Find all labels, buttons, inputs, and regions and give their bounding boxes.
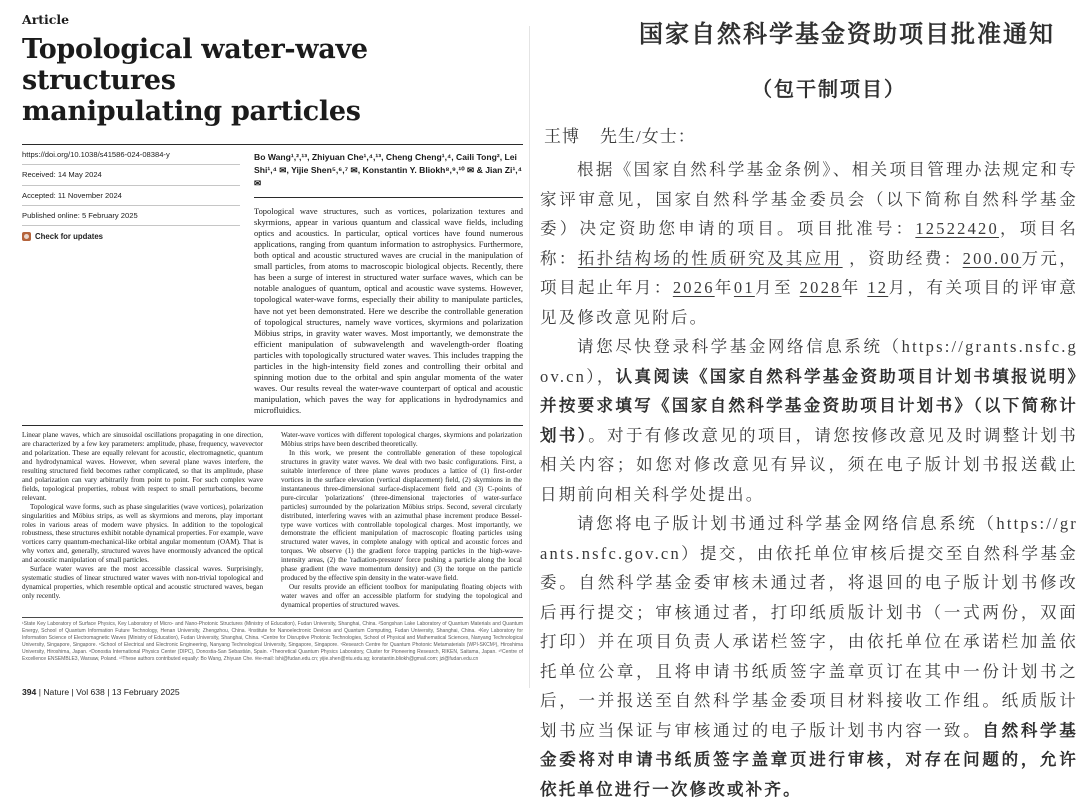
notice-paragraph-2 xyxy=(540,332,1078,509)
recipient-name: 王博 xyxy=(544,127,580,146)
article-abstract-column xyxy=(254,145,523,416)
end-year: 2028 xyxy=(799,278,842,297)
page-number: 394 xyxy=(22,686,37,697)
article-header-columns xyxy=(22,145,523,416)
body-paragraph: Our results provide an efficient toolbox for manipulating floating objects with water waves and offer an accessible platform for studying the topological and dynamical properties of structured waves. xyxy=(281,582,522,609)
body-column-2 xyxy=(281,431,522,609)
article-body xyxy=(22,426,523,609)
article-title-line1: Topological water-wave structures xyxy=(22,34,368,96)
funding-amount: 200.00 xyxy=(962,248,1022,268)
nature-article-page xyxy=(22,6,523,697)
grant-number: 12522420 xyxy=(915,219,999,238)
start-year: 2026 xyxy=(672,278,715,297)
text-run: 年 xyxy=(714,278,734,297)
affiliations-rule xyxy=(22,617,523,618)
text-run: 请您尽快登录科学基金网络信息系统（https://grants.nsfc.gov.cn）， xyxy=(540,337,1078,386)
start-month: 01 xyxy=(733,278,755,297)
article-kicker: Article xyxy=(22,12,70,27)
doi-link[interactable]: https://doi.org/10.1038/s41586-024-08384-y xyxy=(22,145,240,165)
body-paragraph: Linear plane waves, which are sinusoidal oscillations propagating in one direction, are characterized by a few key parameters: amplitude, phase, frequency, wavevector and polarization. These are equally relevant for acoustic, electromagnetic, quantum and hydrodynamical waves. However, when several plane waves interfere, the resulting structured field becomes rather complicated, so that its amplitude, phase and polarization can vary arbitrarily from point to point. For such complex wave fields, topological properties, robust with respect to small perturbations, become relevant. xyxy=(22,431,263,502)
notice-subtitle: （包干制项目） xyxy=(752,79,906,101)
accepted-date: Accepted: 11 November 2024 xyxy=(22,186,240,206)
nsfc-approval-notice-page xyxy=(535,0,1080,804)
page-divider xyxy=(529,26,530,688)
end-month: 12 xyxy=(867,278,889,297)
text-run: 年 xyxy=(841,278,868,297)
salutation-suffix: 先生/女士： xyxy=(600,127,696,146)
notice-paragraph-3 xyxy=(540,509,1078,804)
bold-review-note: 自然科学基金委将对申请书纸质签字盖章页进行审核，对存在问题的，允许依托单位进行一次修改或补齐。 xyxy=(540,720,1078,799)
article-info-column xyxy=(22,145,254,416)
journal-footer xyxy=(22,687,523,697)
text-run: ，项目名称： xyxy=(540,219,1078,268)
text-run: 请您将电子版计划书通过科学基金网络信息系统（https://grants.nsfc.gov.cn）提交，由依托单位审核后提交至自然科学基金委。自然科学基金委审核未通过者，将退回的电子版计划书修改后再行提交；审核通过者，打印纸质版计划书（一式两份，双面打印）并在项目负责人承诺栏签字，由依托单位在承诺栏加盖依托单位公章，且将申请书纸质签字盖章页订在其中一份计划书之后，一并报送至自然科学基金委项目材料接收工作组。纸质版计划书应当保证与审核通过的电子版计划书内容一致。 xyxy=(540,514,1078,740)
authors-line: Bo Wang¹,²,¹³, Zhiyuan Che¹,⁴,¹³, Cheng Cheng¹,⁴, Caili Tong², Lei Shi¹,⁴ ✉, Yijie Shen⁵,⁶,⁷ ✉, Konstantin Y. Bliokh⁸,⁹,¹⁰ ✉ & Jian Zi¹,⁴ ✉ xyxy=(254,152,522,188)
text-run: 月至 xyxy=(754,278,800,297)
body-column-1 xyxy=(22,431,263,609)
published-date: Published online: 5 February 2025 xyxy=(22,206,240,226)
text-run: 万元，项目起止年月： xyxy=(540,248,1078,297)
text-run: 根据《国家自然科学基金条例》、相关项目管理办法规定和专家评审意见，国家自然科学基金委员会（以下简称自然科学基金委）决定资助您申请的项目。项目批准号： xyxy=(540,160,1078,238)
affiliations-text: ¹State Key Laboratory of Surface Physics, Key Laboratory of Micro- and Nano-Photonic Structures (Ministry of Education), Fudan University, Shanghai, China. ²Songshan Lake Laboratory of Quantum Materials and Quantum Energy, School of Quantum Information Future Technology, Henan University, Zhengzhou, China. ³Institute for Nanoelectronic Devices and Quantum Computing, Fudan University, Shanghai, China. ⁴Key Laboratory for Information Science of Electromagnetic Waves (Ministry of Education), Fudan University, Shanghai, China. ⁵Centre for Disruptive Photonic Technologies, School of Physical and Mathematical Sciences, Nanyang Technological University, Singapore, Singapore. ⁶School of Electrical and Electronic Engineering, Nanyang Technological University, Singapore, Singapore. ⁷Research Centre for Quantum Photonic Metamaterials (WPI-SKCM²), Hiroshima University, Hiroshima, Japan. ⁸Donostia International Physics Center (DIPC), Donostia-San Sebastián, Spain. ⁹Theoretical Quantum Physics Laboratory, Cluster for Pioneering Research, RIKEN, Saitama, Japan. ¹⁰Centre of Excellence ENSEMBLE3, Warsaw, Poland. ¹³These authors contributed equally: Bo Wang, Zhiyuan Che. ✉e-mail: lshi@fudan.edu.cn; yijie.shen@ntu.edu.sg; konstantin.bliokh@gmail.com; jzi@fudan.edu.cn xyxy=(22,620,523,662)
authors-rule xyxy=(254,197,523,198)
abstract-text: Topological wave structures, such as vortices, polarization textures and skyrmions, appear in various quantum and classical wave fields, including optics and acoustics. In particular, optical vortices have found numerous applications, ranging from quantum information to astrophysics. Furthermore, both optical and acoustic structured waves are crucial in the manipulation of small particles, from atoms to macroscopic biological objects. Recently, there has been a surge of interest in structured water surface waves, which can be notable analogues of quantum, optical and acoustic wave systems. However, topological water-wave forms, especially their ability to manipulate particles, have not yet been demonstrated. Here we describe the controllable generation of topological structures, namely wave vortices, skyrmions and polarization Möbius strips, in gravity water waves. Most importantly, we demonstrate the efficient manipulation of subwavelength and wavelength-order floating particles with topologically structured water waves. This includes trapping the particles in the high-intensity field zones and controlling their orbital and spinning motion due to the orbital and spin angular momenta of the water waves. Our results reveal the water-wave counterpart of optical and acoustic manipulation, which paves the way for applications in hydrodynamics and microfluidics. xyxy=(254,205,523,416)
received-date: Received: 14 May 2024 xyxy=(22,165,240,185)
body-paragraph: Surface water waves are the most accessible classical waves. Surprisingly, systematic studies of linear structured water waves with non-trivial topological and dynamical properties, which resemble optical and acoustic structured waves, began only recently. xyxy=(22,565,263,600)
text-run: ，资助经费： xyxy=(842,248,963,268)
article-title-line2: manipulating particles xyxy=(22,96,361,127)
body-paragraph: In this work, we present the controllable generation of these topological structures in gravity water waves. We deal with two basic configurations. First, a suitable interference of three plane waves produces a lattice of (1) first-order vortices in the surface elevation (vertical displacement) field, (2) skyrmions in the instantaneous three-dimensional surface-displacement field and (3) C-points of pure-circular 'polarizations' (three-dimensional trajectories of water-surface particles) surrounded by the polarization Möbius strips. Second, several circularly distributed, interfering waves with an azimuthal phase increment produce Bessel-type wave vortices with controllable topological charges. Most importantly, we demonstrate the efficient manipulation of macroscopic floating particles using structured water waves, in complete analogy with optical and acoustic forces and torques. We observe (1) the gradient force trapping particles in the high-wave-intensity areas, (2) the 'radiation-pressure' force pushing a particle along the local phase gradient (the wave momentum density) and (3) the torque on the particle produced by the effective spin density in the water-wave field. xyxy=(281,449,522,582)
text-run: 。对于有修改意见的项目，请您按修改意见及时调整计划书相关内容；如您对修改意见有异议，须在电子版计划书报送截止日期前向相关科学处提出。 xyxy=(540,425,1078,504)
crossmark-icon xyxy=(22,232,31,241)
bold-instruction: 认真阅读《国家自然科学基金资助项目计划书填报说明》并按要求填写《国家自然科学基金资助项目计划书》（以下简称计划书） xyxy=(540,366,1079,445)
text-run: 月，有关项目的评审意见及修改意见附后。 xyxy=(540,278,1079,327)
article-title xyxy=(22,34,523,127)
notice-body xyxy=(540,155,1078,804)
journal-volume-date: | Nature | Vol 638 | 13 February 2025 xyxy=(36,686,180,697)
check-for-updates-label: Check for updates xyxy=(35,232,104,241)
project-title: 拓扑结构场的性质研究及其应用 xyxy=(577,248,843,268)
body-paragraph: Water-wave vortices with different topological charges, skyrmions and polarization Möbius strips have been described theoretically. xyxy=(281,431,522,449)
notice-title: 国家自然科学基金资助项目批准通知 xyxy=(639,22,1055,48)
body-paragraph: Topological wave forms, such as phase singularities (wave vortices), polarization singularities and Möbius strips, as well as skyrmions and merons, play important roles in various areas of modern wave physics. In addition to the topological robustness, these structures exhibit notable dynamical properties. For example, wave vortices carry quantum-mechanical-like orbital angular momentum (OAM). That is why vortex and, generally, structured waves have enormously advanced the optical and acoustic manipulation of small particles. xyxy=(22,502,263,565)
check-for-updates-badge[interactable] xyxy=(22,226,240,247)
notice-paragraph-1 xyxy=(540,155,1078,332)
salutation-line xyxy=(544,122,1078,147)
